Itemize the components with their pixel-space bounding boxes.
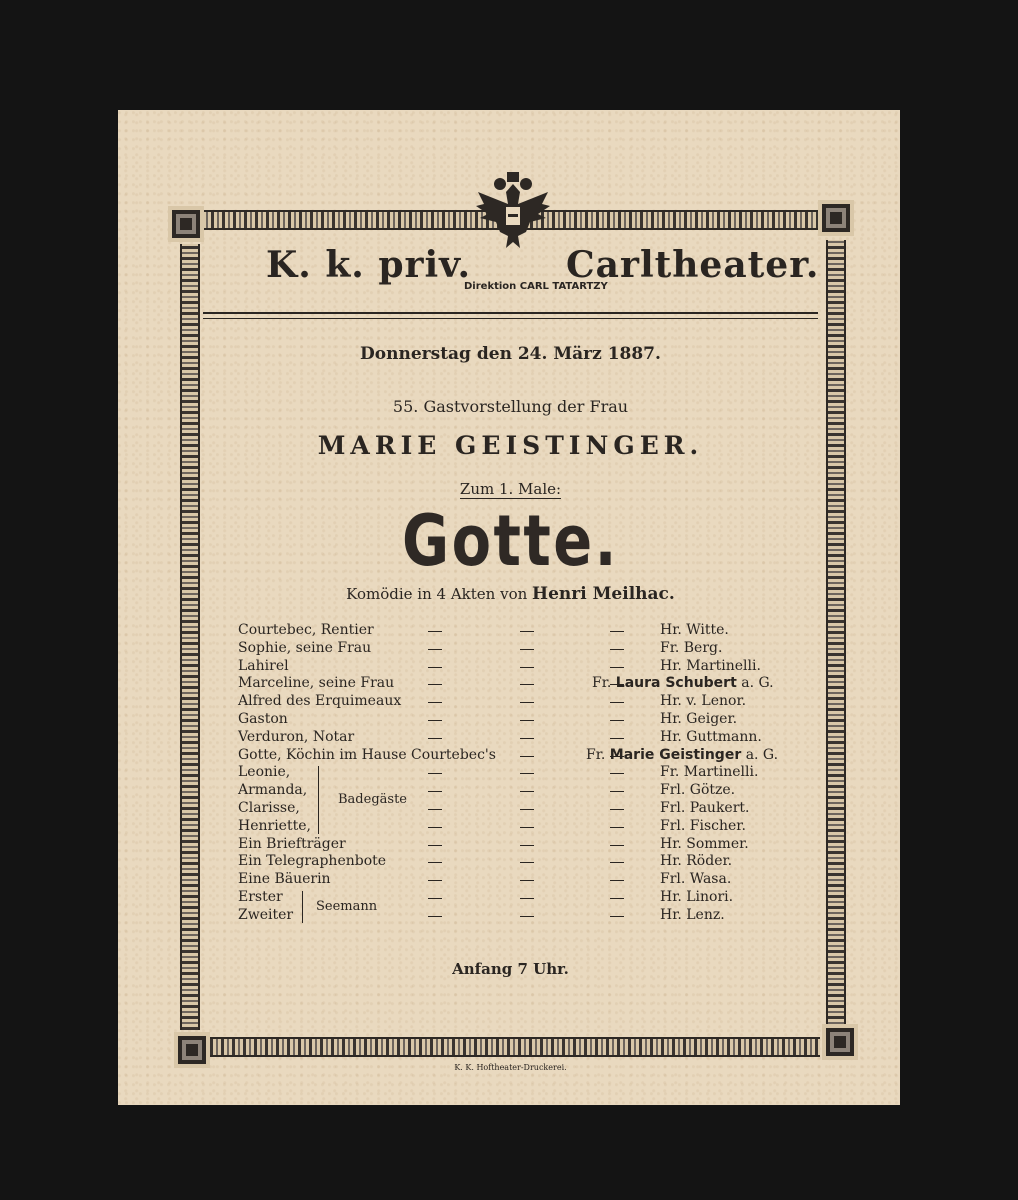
actor-title: Fr. <box>586 746 606 763</box>
printer-credit: K. K. Hoftheater-Druckerei. <box>454 1063 567 1072</box>
leader-dash <box>428 684 442 685</box>
cast-actor: Hr. Sommer. <box>660 835 749 852</box>
theater-name-title: Carltheater. <box>566 244 820 286</box>
cast-row <box>238 871 798 889</box>
theater-prefix-title: K. k. priv. <box>266 244 472 286</box>
premiere-note-text: Zum 1. Male: <box>459 480 562 498</box>
leader-dash <box>428 649 442 650</box>
cast-actor <box>592 675 774 693</box>
performance-date: Donnerstag den 24. März 1887. <box>360 344 661 364</box>
cast-role: Henriette, <box>238 817 311 834</box>
corner-ornament-top-left <box>168 206 204 242</box>
cast-row <box>238 622 798 640</box>
bathers-brace <box>314 766 319 833</box>
premiere-note <box>203 480 818 498</box>
cast-role: Leonie, <box>238 764 291 781</box>
cast-actor: Hr. Linori. <box>660 888 734 905</box>
leader-dash <box>520 720 534 721</box>
cast-actor: Fr. Martinelli. <box>660 764 759 781</box>
cast-role: Alfred des Erquimeaux <box>238 693 402 710</box>
leader-dash <box>520 809 534 810</box>
cast-role: Gaston <box>238 710 288 727</box>
leader-dash <box>520 898 534 899</box>
leader-dash <box>428 773 442 774</box>
direction-credit: Direktion CARL TATARTZY <box>464 281 608 292</box>
cast-actor: Hr. Geiger. <box>660 710 738 727</box>
cast-role: Ein Telegraphenbote <box>238 853 387 870</box>
leader-dash <box>610 862 624 863</box>
double-headed-eagle-icon <box>470 170 556 254</box>
genre-text: Komödie in 4 Akten von <box>346 585 528 603</box>
cast-row <box>238 711 798 729</box>
cast-row <box>238 782 798 800</box>
leader-dash <box>520 827 534 828</box>
cast-role: Eine Bäuerin <box>238 871 331 888</box>
leader-dash <box>520 773 534 774</box>
leader-dash <box>520 756 534 757</box>
leader-dash <box>428 720 442 721</box>
cast-actor: Hr. Lenz. <box>660 906 725 923</box>
star-name: MARIE GEISTINGER. <box>317 431 704 460</box>
leader-dash <box>610 916 624 917</box>
corner-ornament-bottom-right <box>822 1024 858 1060</box>
border-left-ornament <box>180 244 200 1030</box>
cast-actor: Fr. Berg. <box>660 639 723 656</box>
cast-actor: Frl. Wasa. <box>660 871 732 888</box>
cast-row <box>238 675 798 693</box>
cast-actor: Hr. Witte. <box>660 622 729 638</box>
cast-actor: Frl. Fischer. <box>660 817 746 834</box>
leader-dash <box>520 845 534 846</box>
leader-dash <box>610 702 624 703</box>
leader-dash <box>520 862 534 863</box>
leader-dash <box>520 649 534 650</box>
cast-role: Verduron, Notar <box>238 728 355 745</box>
cast-row <box>238 640 798 658</box>
cast-row <box>238 693 798 711</box>
leader-dash <box>520 880 534 881</box>
leader-dash <box>610 738 624 739</box>
border-right-ornament <box>826 240 846 1030</box>
cast-role: Lahirel <box>238 657 289 674</box>
cast-row <box>238 818 798 836</box>
cast-actor: Hr. v. Lenor. <box>660 693 747 710</box>
actor-title: Fr. <box>592 675 612 692</box>
header-rule <box>203 312 818 314</box>
cast-actor: Frl. Götze. <box>660 782 736 799</box>
leader-dash <box>520 791 534 792</box>
leader-dash <box>428 738 442 739</box>
cast-actor: Hr. Guttmann. <box>660 728 762 745</box>
leader-dash <box>428 809 442 810</box>
header-rule-thin <box>203 318 818 319</box>
leader-dash <box>610 898 624 899</box>
cast-list <box>238 622 798 925</box>
cast-row <box>238 729 798 747</box>
leader-dash <box>428 667 442 668</box>
leader-dash <box>428 827 442 828</box>
corner-ornament-top-right <box>818 200 854 236</box>
leader-dash <box>610 773 624 774</box>
guest-performance-line: 55. Gastvorstellung der Frau <box>392 397 629 416</box>
cast-role: Clarisse, <box>238 799 300 816</box>
leader-dash <box>520 738 534 739</box>
cast-row <box>238 853 798 871</box>
leader-dash <box>610 880 624 881</box>
leader-dash <box>520 684 534 685</box>
leader-dash <box>520 916 534 917</box>
leader-dash <box>610 667 624 668</box>
leader-dash <box>428 862 442 863</box>
cast-role: Zweiter <box>238 906 294 923</box>
seamen-group-label: Seemann <box>316 898 378 914</box>
leader-dash <box>520 702 534 703</box>
leader-dash <box>428 791 442 792</box>
cast-role: Ein Briefträger <box>238 835 346 852</box>
leader-dash <box>610 809 624 810</box>
cast-row <box>238 658 798 676</box>
actor-name-guest: Laura Schubert <box>615 675 737 692</box>
leader-dash <box>610 827 624 828</box>
leader-dash <box>428 880 442 881</box>
cast-row <box>238 836 798 854</box>
author-name: Henri Meilhac. <box>532 584 675 604</box>
leader-dash <box>428 702 442 703</box>
cast-role: Erster <box>238 888 283 905</box>
bathers-group-label: Badegäste <box>338 792 407 808</box>
leader-dash <box>520 631 534 632</box>
border-bottom-ornament <box>210 1037 820 1057</box>
leader-dash <box>428 898 442 899</box>
cast-actor <box>586 747 778 765</box>
leader-dash <box>610 720 624 721</box>
leader-dash <box>610 791 624 792</box>
play-title: Gotte. <box>402 500 619 582</box>
cast-actor: Hr. Martinelli. <box>660 657 761 674</box>
leader-dash <box>520 667 534 668</box>
leader-dash <box>428 916 442 917</box>
cast-role: Marceline, seine Frau <box>238 675 395 692</box>
leader-dash <box>610 631 624 632</box>
cast-row <box>238 747 798 765</box>
cast-row <box>238 800 798 818</box>
cast-row <box>238 764 798 782</box>
leader-dash <box>428 631 442 632</box>
cast-role: Courtebec, Rentier <box>238 622 374 638</box>
guest-abbrev: a. G. <box>741 675 774 692</box>
leader-dash <box>610 845 624 846</box>
play-subtitle <box>203 584 818 604</box>
cast-role: Sophie, seine Frau <box>238 639 372 656</box>
cast-actor: Frl. Paukert. <box>660 799 750 816</box>
guest-abbrev: a. G. <box>745 746 779 763</box>
seamen-brace <box>298 891 303 923</box>
leader-dash <box>428 845 442 846</box>
actor-name-guest: Marie Geistinger <box>609 746 742 763</box>
start-time: Anfang 7 Uhr. <box>452 960 569 978</box>
leader-dash <box>610 649 624 650</box>
cast-role: Gotte, Köchin im Hause Courtebec's <box>238 746 496 763</box>
cast-actor: Hr. Röder. <box>660 853 733 870</box>
cast-role: Armanda, <box>238 782 308 799</box>
